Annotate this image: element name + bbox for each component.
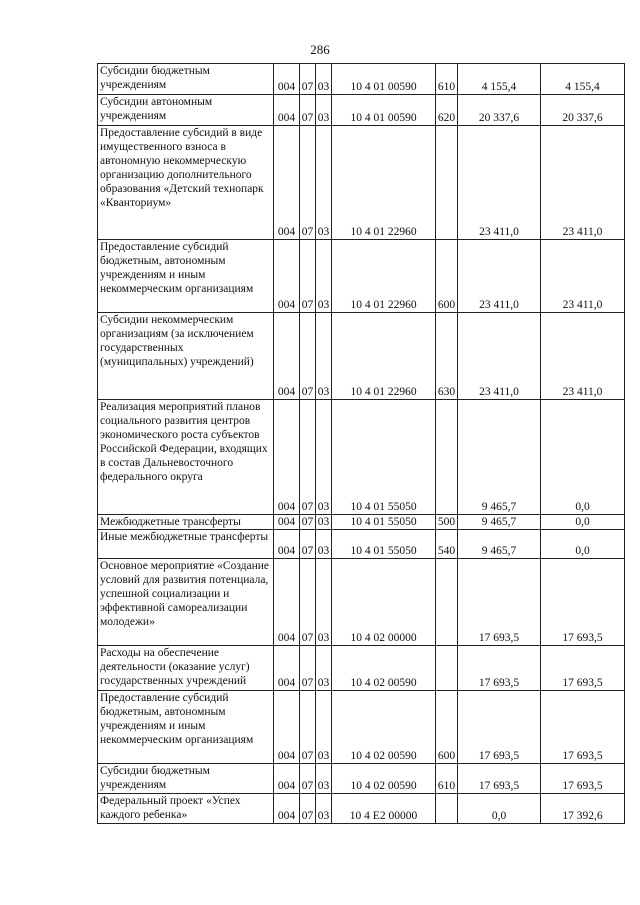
row-code-section: 07 <box>300 794 316 824</box>
row-code-subsection: 03 <box>316 646 332 691</box>
row-code-expense-type: 620 <box>436 95 458 126</box>
row-code-admin: 004 <box>274 313 300 400</box>
row-sum-year1: 9 465,7 <box>458 400 541 515</box>
row-code-subsection: 03 <box>316 691 332 764</box>
row-code-expense-type: 630 <box>436 313 458 400</box>
row-code-section: 07 <box>300 530 316 559</box>
row-code-expense-type: 610 <box>436 764 458 794</box>
row-name: Реализация мероприятий планов социального развития центров экономического роста субъектов Российской Федерации, входящих в состав Дальневосточного федерального округа <box>98 400 274 515</box>
row-name: Предоставление субсидий бюджетным, автономным учреждениям и иным некоммерческим организациям <box>98 691 274 764</box>
row-sum-year2: 0,0 <box>541 400 625 515</box>
row-code-section: 07 <box>300 64 316 95</box>
row-code-section: 07 <box>300 400 316 515</box>
row-sum-year2: 20 337,6 <box>541 95 625 126</box>
row-code-admin: 004 <box>274 794 300 824</box>
row-code-admin: 004 <box>274 764 300 794</box>
row-sum-year1: 9 465,7 <box>458 515 541 530</box>
row-code-program: 10 4 01 55050 <box>332 515 436 530</box>
row-name: Основное мероприятие «Создание условий для развития потенциала, успешной социализации и эффективной самореализации молодежи» <box>98 559 274 646</box>
row-code-subsection: 03 <box>316 313 332 400</box>
row-code-expense-type: 600 <box>436 240 458 313</box>
row-code-expense-type: 540 <box>436 530 458 559</box>
row-code-admin: 004 <box>274 515 300 530</box>
row-code-admin: 004 <box>274 126 300 240</box>
row-code-expense-type: 600 <box>436 691 458 764</box>
row-code-admin: 004 <box>274 64 300 95</box>
row-code-section: 07 <box>300 691 316 764</box>
row-code-admin: 004 <box>274 646 300 691</box>
table-row <box>98 646 625 691</box>
row-code-expense-type <box>436 126 458 240</box>
row-name: Межбюджетные трансферты <box>98 515 274 530</box>
row-sum-year1: 17 693,5 <box>458 764 541 794</box>
row-code-subsection: 03 <box>316 559 332 646</box>
table-row <box>98 126 625 240</box>
row-sum-year1: 17 693,5 <box>458 559 541 646</box>
row-sum-year2: 0,0 <box>541 515 625 530</box>
table-row <box>98 64 625 95</box>
row-sum-year2: 17 693,5 <box>541 559 625 646</box>
row-code-section: 07 <box>300 764 316 794</box>
row-code-program: 10 4 E2 00000 <box>332 794 436 824</box>
row-sum-year1: 17 693,5 <box>458 691 541 764</box>
row-code-subsection: 03 <box>316 95 332 126</box>
row-code-subsection: 03 <box>316 400 332 515</box>
table-row <box>98 691 625 764</box>
table-row <box>98 313 625 400</box>
row-code-program: 10 4 01 22960 <box>332 313 436 400</box>
row-code-expense-type: 610 <box>436 64 458 95</box>
row-name: Предоставление субсидий бюджетным, автономным учреждениям и иным некоммерческим организациям <box>98 240 274 313</box>
row-code-admin: 004 <box>274 559 300 646</box>
row-code-section: 07 <box>300 95 316 126</box>
table-row <box>98 764 625 794</box>
row-code-section: 07 <box>300 240 316 313</box>
row-code-expense-type: 500 <box>436 515 458 530</box>
row-code-section: 07 <box>300 126 316 240</box>
row-code-section: 07 <box>300 313 316 400</box>
row-code-program: 10 4 01 00590 <box>332 95 436 126</box>
row-name: Субсидии автономным учреждениям <box>98 95 274 126</box>
row-code-admin: 004 <box>274 95 300 126</box>
row-code-subsection: 03 <box>316 794 332 824</box>
row-code-section: 07 <box>300 559 316 646</box>
row-name: Федеральный проект «Успех каждого ребенка» <box>98 794 274 824</box>
row-sum-year1: 4 155,4 <box>458 64 541 95</box>
page-number: 286 <box>310 42 330 57</box>
row-code-admin: 004 <box>274 240 300 313</box>
row-code-admin: 004 <box>274 691 300 764</box>
row-code-subsection: 03 <box>316 764 332 794</box>
budget-table <box>97 63 625 824</box>
table-row <box>98 515 625 530</box>
row-code-program: 10 4 01 22960 <box>332 240 436 313</box>
row-name: Расходы на обеспечение деятельности (оказание услуг) государственных учреждений <box>98 646 274 691</box>
row-sum-year2: 23 411,0 <box>541 313 625 400</box>
row-code-admin: 004 <box>274 400 300 515</box>
row-code-subsection: 03 <box>316 64 332 95</box>
row-sum-year2: 23 411,0 <box>541 126 625 240</box>
row-code-program: 10 4 01 22960 <box>332 126 436 240</box>
row-sum-year2: 0,0 <box>541 530 625 559</box>
row-code-program: 10 4 02 00590 <box>332 646 436 691</box>
row-sum-year1: 23 411,0 <box>458 240 541 313</box>
row-code-subsection: 03 <box>316 126 332 240</box>
row-code-subsection: 03 <box>316 530 332 559</box>
row-code-subsection: 03 <box>316 515 332 530</box>
row-sum-year2: 17 392,6 <box>541 794 625 824</box>
table-row <box>98 400 625 515</box>
table-row <box>98 794 625 824</box>
row-sum-year1: 17 693,5 <box>458 646 541 691</box>
row-sum-year2: 17 693,5 <box>541 764 625 794</box>
row-code-expense-type <box>436 559 458 646</box>
row-code-admin: 004 <box>274 530 300 559</box>
row-name: Субсидии некоммерческим организациям (за исключением государственных (муниципальных) учреждений) <box>98 313 274 400</box>
row-sum-year1: 23 411,0 <box>458 126 541 240</box>
row-sum-year2: 17 693,5 <box>541 646 625 691</box>
table-row <box>98 240 625 313</box>
row-code-expense-type <box>436 794 458 824</box>
row-name: Предоставление субсидий в виде имущественного взноса в автономную некоммерческую организацию дополнительного образования «Детский технопарк «Кванториум» <box>98 126 274 240</box>
row-name: Иные межбюджетные трансферты <box>98 530 274 559</box>
row-sum-year2: 4 155,4 <box>541 64 625 95</box>
row-sum-year1: 9 465,7 <box>458 530 541 559</box>
row-code-expense-type <box>436 646 458 691</box>
row-sum-year1: 23 411,0 <box>458 313 541 400</box>
row-sum-year2: 23 411,0 <box>541 240 625 313</box>
row-name: Субсидии бюджетным учреждениям <box>98 764 274 794</box>
row-code-expense-type <box>436 400 458 515</box>
row-sum-year1: 0,0 <box>458 794 541 824</box>
row-code-subsection: 03 <box>316 240 332 313</box>
row-code-program: 10 4 02 00590 <box>332 764 436 794</box>
table-row <box>98 95 625 126</box>
row-code-program: 10 4 02 00590 <box>332 691 436 764</box>
row-name: Субсидии бюджетным учреждениям <box>98 64 274 95</box>
row-code-section: 07 <box>300 646 316 691</box>
row-code-program: 10 4 01 00590 <box>332 64 436 95</box>
row-sum-year1: 20 337,6 <box>458 95 541 126</box>
row-code-program: 10 4 01 55050 <box>332 530 436 559</box>
row-code-program: 10 4 02 00000 <box>332 559 436 646</box>
row-code-program: 10 4 01 55050 <box>332 400 436 515</box>
row-code-section: 07 <box>300 515 316 530</box>
table-row <box>98 530 625 559</box>
table-row <box>98 559 625 646</box>
row-sum-year2: 17 693,5 <box>541 691 625 764</box>
